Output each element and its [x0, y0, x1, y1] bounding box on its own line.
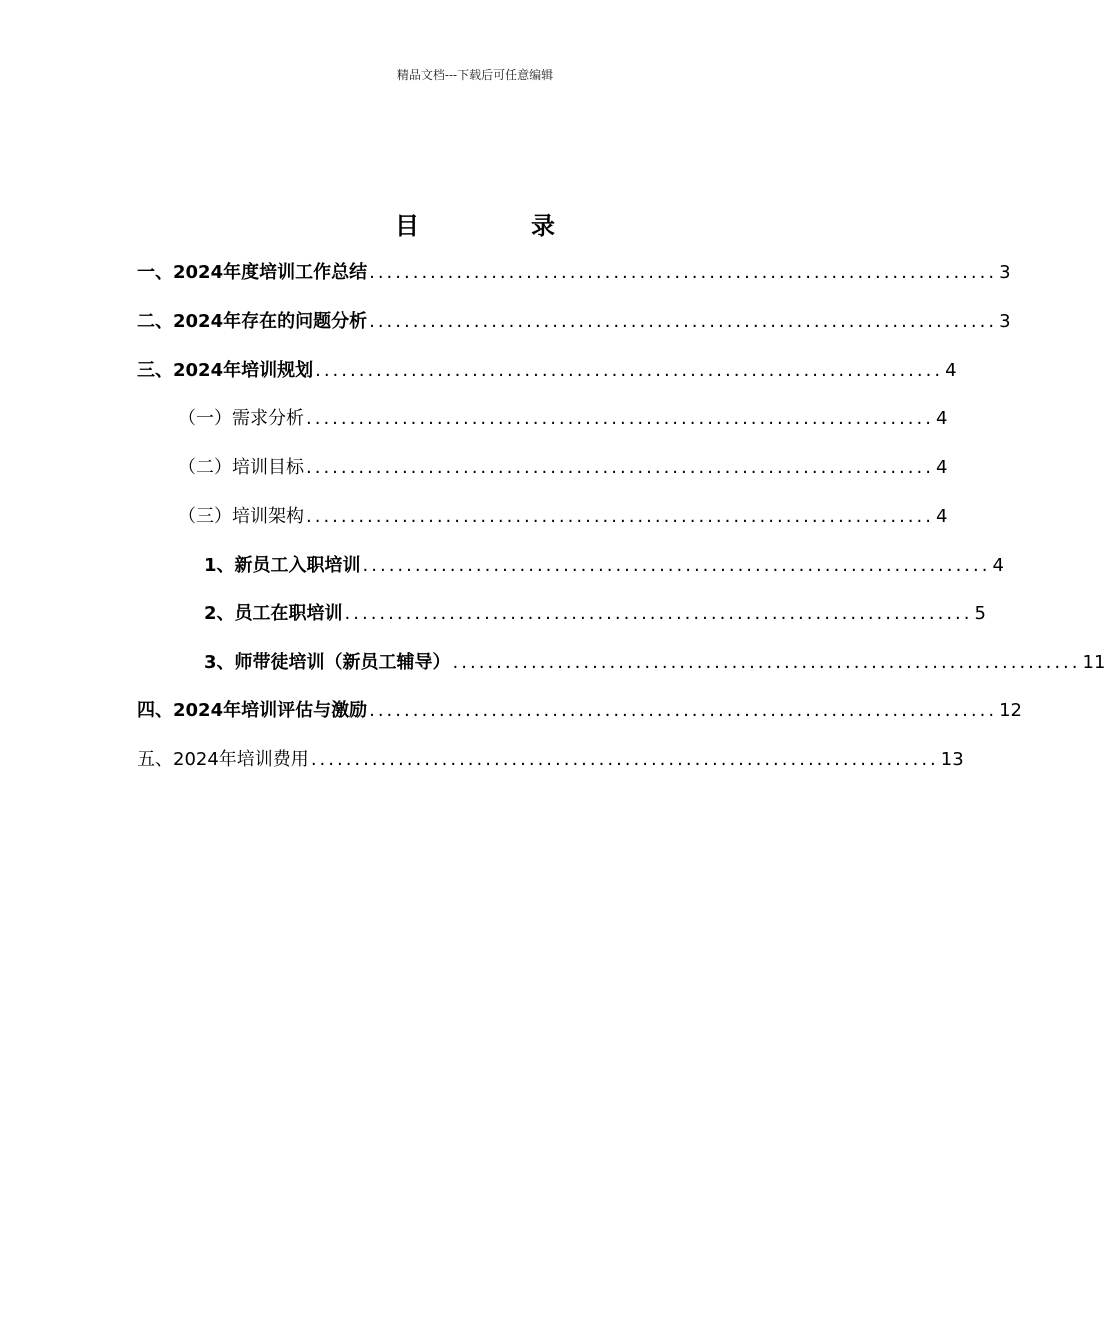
toc-entry-label: 2、员工在职培训: [204, 603, 343, 624]
toc-leader-dots: ........................................................................: [362, 555, 991, 576]
toc-entry[interactable]: [137, 307, 1011, 337]
toc-leader-dots: ........................................................................: [369, 311, 998, 332]
toc-entry-page: 4: [935, 506, 948, 527]
toc-entry[interactable]: [204, 551, 1004, 581]
toc-entry-page: 3: [999, 311, 1011, 332]
toc-entry[interactable]: [137, 356, 957, 386]
toc-entry-page: 4: [935, 408, 948, 429]
toc-entry-label: 三、2024年培训规划: [137, 360, 314, 381]
toc-entry-label: 五、2024年培训费用: [137, 749, 309, 770]
toc-entry-page: 13: [940, 749, 964, 770]
toc-leader-dots: ........................................................................: [306, 457, 934, 478]
toc-entry[interactable]: [137, 696, 1022, 726]
toc-entry[interactable]: [178, 502, 948, 532]
toc-entry[interactable]: [178, 453, 948, 483]
toc-leader-dots: ........................................................................: [369, 700, 998, 721]
toc-entry-label: 四、2024年培训评估与激励: [137, 700, 368, 721]
toc-entry-page: 5: [974, 603, 986, 624]
toc-entry-page: 4: [935, 457, 948, 478]
toc-leader-dots: ........................................................................: [369, 262, 998, 283]
toc-entry-label: （二）培训目标: [178, 457, 304, 478]
toc-entry-label: 一、2024年度培训工作总结: [137, 262, 368, 283]
toc-entry-label: 3、师带徒培训（新员工辅导）: [204, 652, 451, 673]
toc-leader-dots: ........................................................................: [306, 408, 934, 429]
toc-entry[interactable]: [137, 258, 1011, 288]
toc-entry[interactable]: [204, 648, 1105, 678]
page-header-note: 精品文档---下载后可任意编辑: [396, 68, 554, 82]
toc-entry-page: 3: [999, 262, 1011, 283]
toc-entry[interactable]: [178, 404, 948, 434]
toc-leader-dots: ........................................................................: [452, 652, 1081, 673]
toc-entry-page: 12: [999, 700, 1022, 721]
toc-leader-dots: ........................................................................: [310, 749, 939, 770]
toc-entry-label: 1、新员工入职培训: [204, 555, 361, 576]
toc-title: 目 录: [395, 212, 599, 240]
toc-entry-page: 4: [992, 555, 1004, 576]
toc-leader-dots: ........................................................................: [315, 360, 944, 381]
toc-entry-label: （一）需求分析: [178, 408, 304, 429]
toc-entry-label: （三）培训架构: [178, 506, 304, 527]
toc-entry[interactable]: [204, 599, 986, 629]
toc-entry[interactable]: [137, 745, 964, 775]
toc-entry-label: 二、2024年存在的问题分析: [137, 311, 368, 332]
toc-leader-dots: ........................................................................: [344, 603, 973, 624]
toc-entry-page: 4: [945, 360, 957, 381]
toc-entry-page: 11: [1082, 652, 1105, 673]
toc-leader-dots: ........................................................................: [306, 506, 934, 527]
